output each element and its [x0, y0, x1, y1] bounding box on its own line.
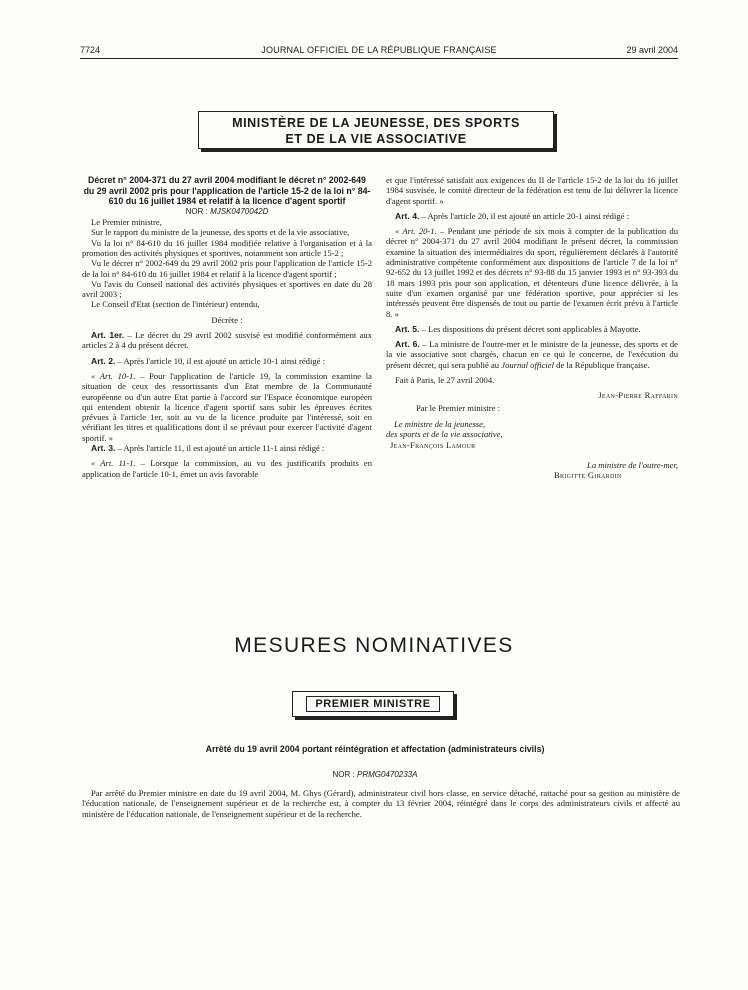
- minister-name: Jean-François Lamour: [390, 439, 476, 450]
- minister-title-line-2: des sports et de la vie associative,: [386, 429, 503, 440]
- article-2: [82, 356, 372, 366]
- decree-preamble-4: Vu le décret n° 2002-649 du 29 avril 2002 pris pour l'application de l'article 15-2 de la loi n° 84-610 du 16 juillet 1984 et relatif à la licence d'agent sportif ;: [82, 258, 372, 279]
- article-1: [82, 330, 372, 351]
- decree-nor-code: MJSK0470042D: [210, 206, 269, 216]
- journal-title: JOURNAL OFFICIEL DE LA RÉPUBLIQUE FRANÇAISE: [261, 45, 497, 55]
- arrete-nor-code: PRMG0470233A: [356, 770, 418, 779]
- article-5-label: Art. 5.: [395, 323, 420, 334]
- article-6-text-a: – La ministre de l'outre-mer et le ministre de la jeunesse, des sports et de la vie associative sont chargés, chacun en ce qui le concerne, de l'exécution du présent décret, qui sera publié au: [386, 339, 678, 370]
- decree-left-column: [82, 175, 372, 479]
- decree-title: Décret n° 2004-371 du 27 avril 2004 modifiant le décret n° 2002-649 du 29 avril 2002 pris pour l'application de l'article 15-2 de la loi n° 84-610 du 16 juillet 1984 et relatif à la licence d'agent sportif: [83, 175, 371, 207]
- article-11-1-continued: et que l'intéressé satisfait aux exigences du II de l'article 15-2 de la loi du 16 juillet 1984 susvisée, le comité directeur de la fédération est tenu de lui délivrer la licence d'agent sportif. »: [386, 175, 678, 206]
- decree-nor-label: NOR :: [185, 206, 208, 216]
- by-prime-minister: Par le Premier ministre :: [416, 402, 501, 413]
- ministry-heading-line-2: ET DE LA VIE ASSOCIATIVE: [285, 132, 467, 146]
- article-2-text: – Après l'article 10, il est ajouté un article 10-1 ainsi rédigé :: [115, 355, 326, 366]
- article-1-text: – Le décret du 29 avril 2002 susvisé est modifié conformément aux articles 2 à 4 du présent décret.: [82, 330, 372, 351]
- article-20-1: [386, 226, 678, 319]
- page-number: 7724: [80, 45, 101, 55]
- article-6-journal: Journal officiel: [501, 359, 555, 370]
- article-10-1-text: – Pour l'application de l'article 19, la commission examine la situation de ceux des ressortissants d'un Etat membre de la Communauté européenne ou d'un autre Etat partie à l'accord sur l'Espace économique européen qui entendent obtenir la licence d'agent sportif sans subir les épreuves écrites prévues à l'article 1er, soit au vu de la licence produite par l'intéressé, soit en vérifiant les titres et qualifications dont il se prévaut pour exercer l'activité d'agent sportif. »: [82, 370, 372, 443]
- article-4: [386, 211, 678, 221]
- page-header: [80, 45, 678, 59]
- decree-preamble-1: Le Premier ministre,: [91, 217, 162, 228]
- article-6-label: Art. 6.: [395, 339, 420, 350]
- section-heading-mesures: MESURES NOMINATIVES: [234, 634, 514, 657]
- outremer-title: La ministre de l'outre-mer,: [587, 459, 678, 470]
- article-3: [82, 443, 372, 453]
- article-3-text: – Après l'article 11, il est ajouté un article 11-1 ainsi rédigé :: [115, 443, 325, 454]
- article-1-label: Art. 1er.: [91, 330, 125, 341]
- arrete-body: Par arrêté du Premier ministre en date du 19 avril 2004, M. Ghys (Gérard), administrateur civil hors classe, en service détaché, rattaché pour sa gestion au ministère de l'éducation nationale, de l'enseignement supérieur et de la recherche est, à compter du 13 février 2004, réintégré dans le corps des administrateurs civils et affecté au ministère de l'éducation nationale, de l'enseignement supérieur et de la recherche.: [82, 788, 680, 819]
- issue-date: 29 avril 2004: [626, 45, 678, 55]
- decree-preamble-3: Vu la loi n° 84-610 du 16 juillet 1984 modifiée relative à l'organisation et à la promotion des activités physiques et sportives, notamment son article 15-2 ;: [82, 237, 372, 258]
- outremer-name: Brigitte Girardin: [554, 470, 622, 481]
- article-10-1: [82, 371, 372, 443]
- article-10-1-label: « Art. 10-1.: [91, 370, 136, 381]
- article-5: [386, 324, 678, 334]
- ministry-heading-line-1: MINISTÈRE DE LA JEUNESSE, DES SPORTS: [232, 116, 520, 130]
- article-4-label: Art. 4.: [395, 210, 420, 221]
- article-3-label: Art. 3.: [91, 443, 116, 454]
- decree-decrete: Décrète :: [211, 314, 243, 325]
- decree-done-at: Fait à Paris, le 27 avril 2004.: [395, 375, 495, 386]
- article-20-1-text: – Pendant une période de six mois à compter de la publication du décret n° 2004-371 du 27 avril 2004 modifiant le présent décret, la commission examine la situation des intermédiaires du sport, régulièrement déclarés à l'autorité administrative compétente conformément aux dispositions de l'article 7 de la loi n° 92-652 du 13 juillet 1992 et des décrets n° 93-88 du 15 janvier 1993 et n° 93-393 du 18 mars 1993 pris pour son application, et détenteurs d'une licence délivrée, à la suite d'un examen organisé par une fédération sportive, pour apprécier si les intéressés peuvent être dispensés de tout ou partie de l'examen écrit prévu à l'article 8. »: [386, 226, 678, 319]
- decree-preamble-5: Vu l'avis du Conseil national des activités physiques et sportives en date du 28 avril 2003 ;: [82, 278, 372, 300]
- ministry-heading-box: [198, 111, 554, 149]
- decree-preamble-2: Sur le rapport du ministre de la jeunesse, des sports et de la vie associative,: [91, 227, 350, 238]
- arrete-title: Arrêté du 19 avril 2004 portant réintégration et affectation (administrateurs civils): [205, 744, 545, 754]
- premier-ministre-heading: PREMIER MINISTRE: [306, 696, 439, 712]
- article-20-1-label: « Art. 20-1.: [395, 226, 437, 237]
- arrete-nor: [180, 770, 570, 779]
- article-6-text-b: de la République française.: [554, 359, 650, 370]
- arrete-nor-label: NOR :: [332, 770, 355, 779]
- article-4-text: – Après l'article 20, il est ajouté un article 20-1 ainsi rédigé :: [419, 210, 630, 221]
- decree-preamble-6: Le Conseil d'Etat (section de l'intérieur) entendu,: [91, 299, 260, 310]
- article-5-text: – Les dispositions du présent décret sont applicables à Mayotte.: [419, 323, 641, 334]
- minister-title-line-1: Le ministre de la jeunesse,: [394, 418, 486, 429]
- article-11-1-label: « Art. 11-1.: [91, 458, 136, 469]
- article-11-1-text: – Lorsque la commission, au vu des justificatifs produits en application de l'article 10-1, émet un avis favorable: [82, 458, 372, 479]
- article-6: [386, 339, 678, 370]
- header-divider: [80, 58, 678, 59]
- signer-prime-minister: Jean-Pierre Raffarin: [598, 390, 678, 401]
- article-11-1: [82, 458, 372, 479]
- premier-ministre-box: [292, 691, 454, 717]
- decree-right-column: [386, 175, 678, 480]
- decree-nor: [82, 207, 372, 217]
- article-2-label: Art. 2.: [91, 355, 116, 366]
